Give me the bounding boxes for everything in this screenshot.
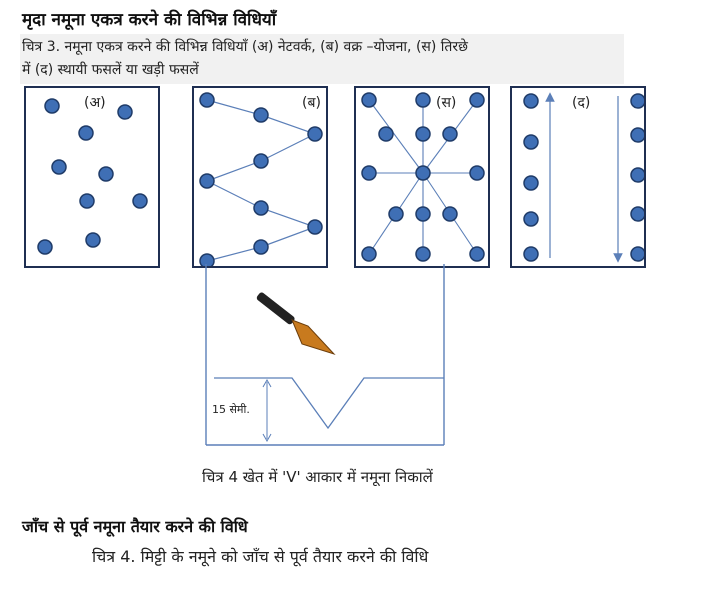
panel-c-diagram: [356, 88, 488, 266]
sample-dot: [443, 207, 457, 221]
sample-dot: [200, 174, 214, 188]
sample-dot: [254, 154, 268, 168]
section-sub-heading: जाँच से पूर्व नमूना तैयार करने की विधि: [22, 517, 248, 536]
sample-dot: [416, 166, 430, 180]
sample-dot: [631, 247, 644, 261]
sample-dot: [416, 207, 430, 221]
sample-dot: [308, 220, 322, 234]
sample-dot: [362, 166, 376, 180]
page-heading: मृदा नमूना एकत्र करने की विभिन्न विधियाँ: [22, 10, 277, 30]
sample-dot: [99, 167, 113, 181]
panel-a-label: (अ): [84, 95, 106, 111]
zigzag-path: [207, 100, 315, 261]
sample-dot: [254, 201, 268, 215]
panel-a-diagram: [26, 88, 158, 266]
sample-dot: [524, 135, 538, 149]
panel-random-sampling: [24, 86, 160, 268]
figure-3-caption: [20, 34, 624, 84]
panel-d-diagram: [512, 88, 644, 266]
sample-dot: [86, 233, 100, 247]
caption-line-1: चित्र 3. नमूना एकत्र करने की विभिन्न विधियाँ (अ) नेटवर्क, (ब) वक्र –योजना, (स) तिरछे: [22, 39, 468, 55]
sample-dot: [524, 212, 538, 226]
panel-d-label: (द): [572, 95, 591, 111]
sample-dot: [389, 207, 403, 221]
caption-line-2: में (द) स्थायी फसलें या खड़ी फसलें: [22, 62, 199, 78]
v-cut-caption: चित्र 4 खेत में 'V' आकार में नमूना निकालें: [202, 468, 433, 486]
sample-dot: [200, 93, 214, 107]
sample-dot: [80, 194, 94, 208]
sample-dot: [133, 194, 147, 208]
sample-dot: [118, 105, 132, 119]
sample-dot: [416, 247, 430, 261]
panel-row-sampling: [510, 86, 646, 268]
sample-dot: [416, 93, 430, 107]
v-cut-diagram: [200, 264, 450, 454]
panel-zigzag-sampling: [192, 86, 328, 268]
sample-dot: [254, 240, 268, 254]
sample-dot: [45, 99, 59, 113]
sample-dot: [38, 240, 52, 254]
sample-dot: [254, 108, 268, 122]
sample-dot: [631, 128, 644, 142]
sample-dot: [416, 127, 430, 141]
sample-dot: [524, 94, 538, 108]
sample-dot: [52, 160, 66, 174]
panel-b-label: (ब): [302, 95, 321, 111]
sample-dot: [470, 93, 484, 107]
panel-c-label: (स): [436, 95, 457, 111]
sample-dot: [524, 247, 538, 261]
sample-dot: [308, 127, 322, 141]
sample-dot: [631, 168, 644, 182]
sample-dot: [362, 247, 376, 261]
trowel-icon: [256, 291, 334, 354]
depth-label: 15 सेमी.: [212, 403, 250, 416]
sample-dot: [79, 126, 93, 140]
panel-diagonal-sampling: [354, 86, 490, 268]
sample-dot: [470, 166, 484, 180]
sample-dot: [631, 207, 644, 221]
sample-dot: [362, 93, 376, 107]
sample-dot: [470, 247, 484, 261]
sample-dot: [379, 127, 393, 141]
figure-4-caption: चित्र 4. मिट्टी के नमूने को जाँच से पूर्व तैयार करने की विधि: [92, 547, 429, 566]
sample-dot: [631, 94, 644, 108]
sample-dot: [443, 127, 457, 141]
panel-b-diagram: [194, 88, 326, 266]
sample-dot: [524, 176, 538, 190]
